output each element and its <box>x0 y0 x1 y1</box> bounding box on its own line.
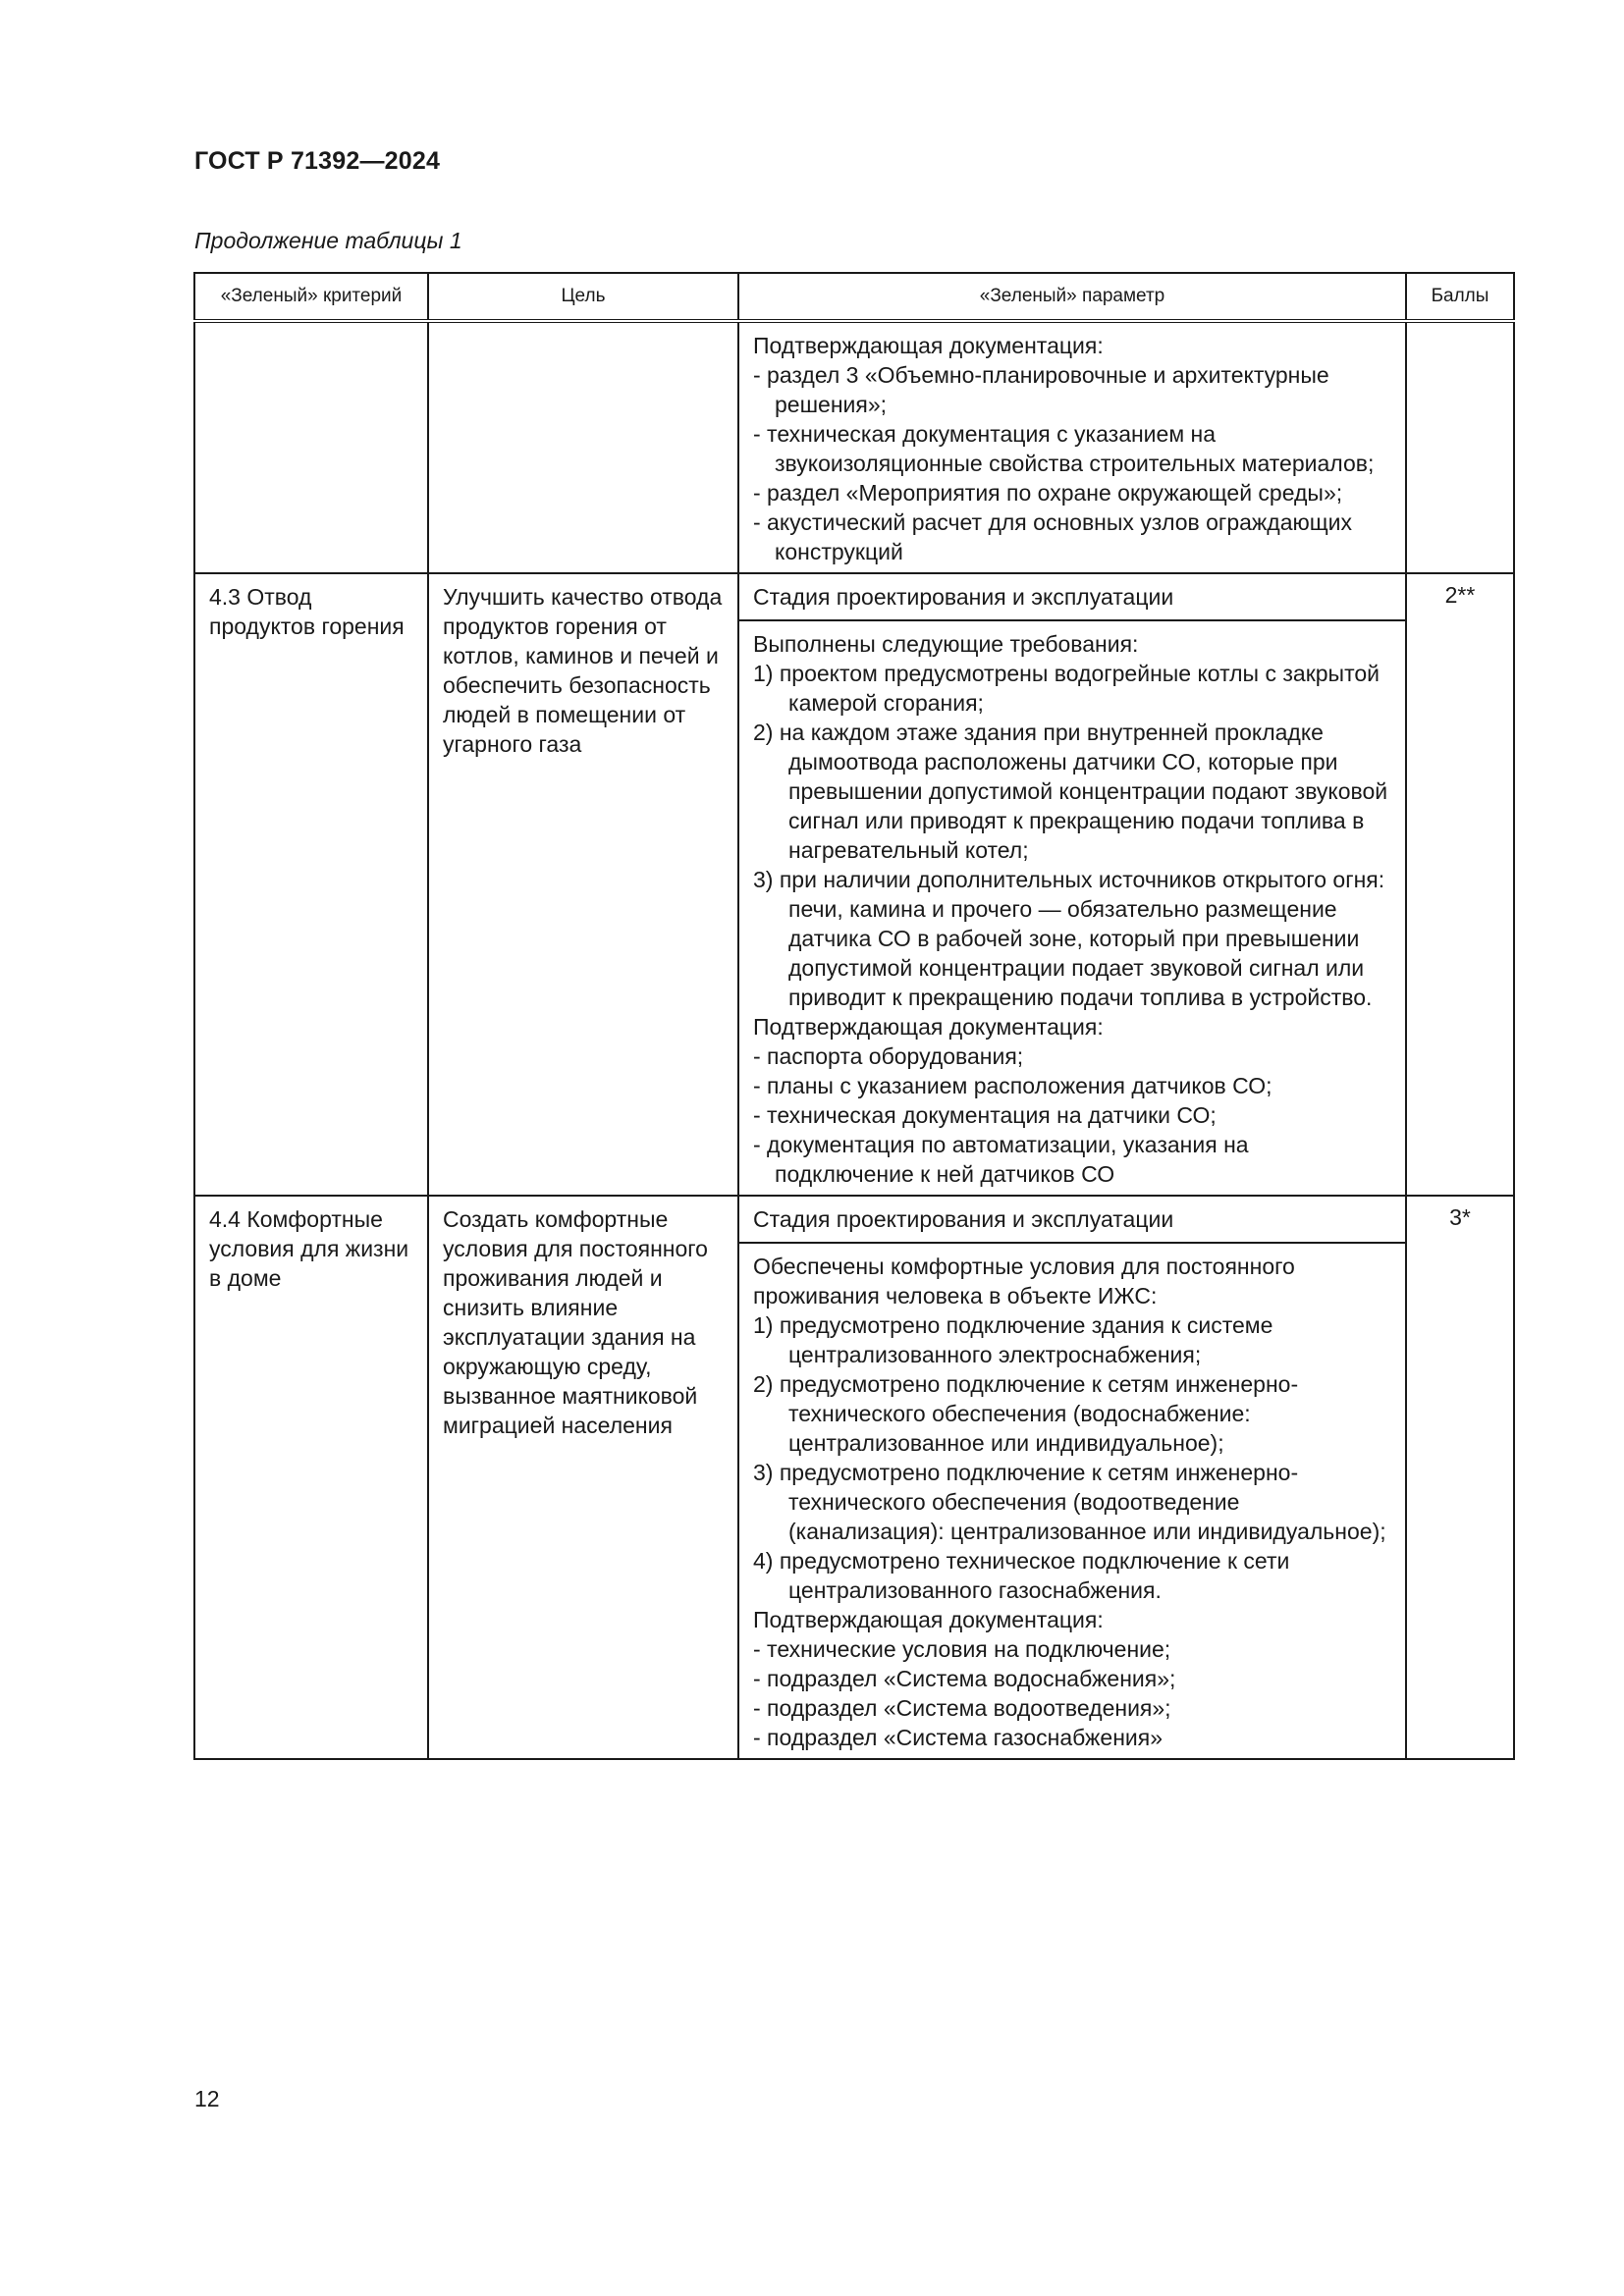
table-continuation-caption: Продолжение таблицы 1 <box>194 228 462 253</box>
goal-cell <box>428 321 738 573</box>
stage-label: Стадия проектирования и эксплуатации <box>739 1197 1405 1244</box>
numbered-requirement: 3) предусмотрено подключение к сетям инженерно-технического обеспечения (водоотведение (канализация): централизованное или индивидуальное); <box>753 1460 1386 1544</box>
document-list-item: - техническая документация с указанием на звукоизоляционные свойства строительных материалов; <box>753 421 1375 476</box>
column-header-score: Баллы <box>1406 273 1514 321</box>
parameter-cell <box>738 321 1406 573</box>
numbered-requirement: 1) предусмотрено подключение здания к системе централизованного электроснабжения; <box>753 1312 1273 1367</box>
table-header-row <box>194 273 1514 321</box>
parameter-line: Подтверждающая документация: <box>753 1607 1104 1632</box>
document-list-item: - подраздел «Система водоснабжения»; <box>753 1666 1176 1691</box>
document-list-item: - техническая документация на датчики СО; <box>753 1102 1217 1128</box>
criterion-cell: 4.4 Комфортные условия для жизни в доме <box>194 1196 428 1759</box>
goal-cell: Улучшить качество отвода продуктов горения от котлов, каминов и печей и обеспечить безопасность людей в помещении от угарного газа <box>428 573 738 1196</box>
parameter-cell <box>738 573 1406 1196</box>
score-cell: 2** <box>1406 573 1514 1196</box>
column-header-parameter: «Зеленый» параметр <box>738 273 1406 321</box>
numbered-requirement: 2) на каждом этаже здания при внутренней прокладке дымоотвода расположены датчики СО, которые при превышении допустимой концентрации подают звуковой сигнал или приводят к прекращению подачи топлива в нагревательный котел; <box>753 720 1388 863</box>
criterion-cell: 4.3 Отвод продуктов горения <box>194 573 428 1196</box>
numbered-requirement: 1) проектом предусмотрены водогрейные котлы с закрытой камерой сгорания; <box>753 661 1380 716</box>
document-standard-number: ГОСТ Р 71392—2024 <box>194 147 441 175</box>
numbered-requirement: 3) при наличии дополнительных источников открытого огня: печи, камина и прочего — обязательно размещение датчика СО в рабочей зоне, который при превышении допустимой концентрации подает звуковой сигнал или приводит к прекращению подачи топлива в устройство. <box>753 867 1385 1010</box>
criteria-table <box>193 272 1515 1760</box>
document-list-item: - раздел «Мероприятия по охране окружающей среды»; <box>753 480 1343 506</box>
column-header-criterion: «Зеленый» критерий <box>194 273 428 321</box>
parameter-text <box>739 621 1405 1195</box>
table-row <box>194 573 1514 1196</box>
numbered-requirement: 2) предусмотрено подключение к сетям инженерно-технического обеспечения (водоснабжение: централизованное или индивидуальное); <box>753 1371 1299 1456</box>
parameter-cell <box>738 1196 1406 1759</box>
document-list-item: - технические условия на подключение; <box>753 1636 1171 1662</box>
table-body <box>194 321 1514 1759</box>
document-list-item: - подраздел «Система водоотведения»; <box>753 1695 1171 1721</box>
document-list-item: - планы с указанием расположения датчиков СО; <box>753 1073 1272 1098</box>
parameter-line: Подтверждающая документация: <box>753 333 1104 358</box>
document-list-item: - акустический расчет для основных узлов ограждающих конструкций <box>753 509 1353 564</box>
parameter-line: Выполнены следующие требования: <box>753 631 1139 657</box>
stage-label: Стадия проектирования и эксплуатации <box>739 574 1405 621</box>
parameter-line: Подтверждающая документация: <box>753 1014 1104 1040</box>
document-list-item: - подраздел «Система газоснабжения» <box>753 1725 1164 1750</box>
document-list-item: - паспорта оборудования; <box>753 1043 1024 1069</box>
parameter-text <box>739 1244 1405 1758</box>
document-list-item: - документация по автоматизации, указания на подключение к ней датчиков СО <box>753 1132 1249 1187</box>
document-list-item: - раздел 3 «Объемно-планировочные и архитектурные решения»; <box>753 362 1329 417</box>
parameter-line: Обеспечены комфортные условия для постоянного проживания человека в объекте ИЖС: <box>753 1254 1295 1308</box>
criterion-cell <box>194 321 428 573</box>
score-cell <box>1406 321 1514 573</box>
parameter-text <box>739 323 1405 572</box>
goal-cell: Создать комфортные условия для постоянного проживания людей и снизить влияние эксплуатации здания на окружающую среду, вызванное маятниковой миграцией населения <box>428 1196 738 1759</box>
table-row <box>194 321 1514 573</box>
page-number: 12 <box>194 2086 220 2111</box>
numbered-requirement: 4) предусмотрено техническое подключение к сети централизованного газоснабжения. <box>753 1548 1290 1603</box>
column-header-goal: Цель <box>428 273 738 321</box>
score-cell: 3* <box>1406 1196 1514 1759</box>
table-row <box>194 1196 1514 1759</box>
